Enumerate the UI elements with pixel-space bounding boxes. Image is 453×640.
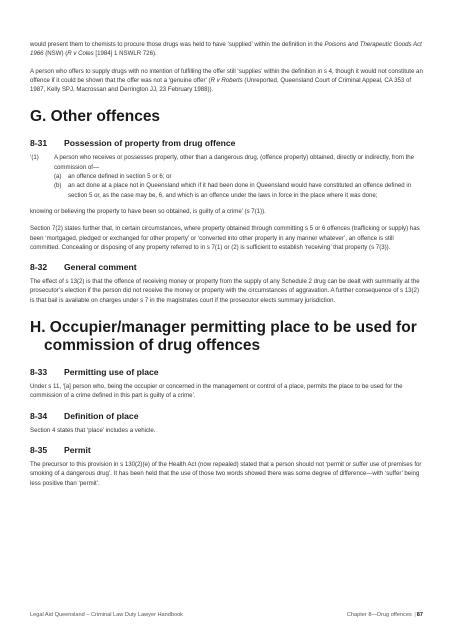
heading-line-1: H. Occupier/manager permitting place to be used for xyxy=(30,319,417,337)
section-number: 8-31 xyxy=(30,138,48,149)
text-run: A person who offers to supply drugs with no intention of fulfilling the offer still ‘supplies’ within the definition in s 4, though it would not constitute an offence if it could be shown that the offer was not a ‘genuine offer’ ( xyxy=(30,67,423,84)
footer-chapter xyxy=(347,612,423,618)
intro-paragraph-2 xyxy=(30,67,423,95)
section-title: General comment xyxy=(64,262,137,273)
text-run: (Unreported, Queensland Court of Criminal Appeal, CA 353 of 1987, Kelly SPJ, Macrossan and Derrington JJ, 23 February 1988)). xyxy=(30,76,412,94)
heading-8-34 xyxy=(30,411,423,421)
quote-conclusion: knowing or believing the property to have been so obtained, is guilty of a crime’ (s 7(1)). xyxy=(30,207,266,215)
general-comment-paragraph: The effect of s 13(2) is that the offence of receiving money or property from the supply of any Schedule 2 drug can be dealt with summarily at the prosecutor’s election if the person did not receive the money or property with the circumstances of aggravation. A further consequence of s 13(2) is that bail is available on charges under s 7 in the magistrates court if the prosecutor elects summary jurisdiction. xyxy=(30,278,420,304)
text-run: (NSW) ( xyxy=(43,50,68,58)
text-run: [1984] 1 NSWLR 726). xyxy=(93,50,157,58)
footer-chapter-title: Chapter 8—Drug offences xyxy=(346,612,412,618)
definition-of-place-paragraph: Section 4 states that ‘place’ includes a vehicle. xyxy=(30,426,156,434)
section-title: Permitting use of place xyxy=(64,367,159,378)
subsection-label: ‘(1) xyxy=(30,154,39,162)
section-7-paragraph: Section 7(2) states further that, in certain circumstances, where property obtained through committing s 5 or 6 offences (trafficking or supply) has been ‘mortgaged, pledged or exchanged for other property’ or ‘converted into other property in any manner whatever’, an offence is still committed. Concealing or disposing of any property referred to in s 7(1) or (2) is sufficient to establish ‘receiving’ that property (s 7(3)). xyxy=(30,225,420,251)
footer-divider: | xyxy=(414,612,416,618)
intro-paragraph-1 xyxy=(30,40,423,59)
section-title: Permit xyxy=(64,444,91,455)
heading-8-35 xyxy=(30,445,423,455)
section-number: 8-34 xyxy=(30,410,48,421)
section-g-heading: G. Other offences xyxy=(30,108,161,126)
footer-publication: Legal Aid Queensland – Criminal Law Duty Lawyer Handbook xyxy=(30,612,183,618)
paragraph-text: an act done at a place not in Queensland which if it had been done in Queensland would have constituted an offence defined in section 5 or, as the case may be, 6, and which is an offence under the laws in force in the place where it was done; xyxy=(68,182,412,199)
heading-line-2: commission of drug offences xyxy=(44,337,261,355)
section-number: 8-33 xyxy=(30,367,48,378)
paragraph-label: (b) xyxy=(54,182,62,190)
heading-8-31 xyxy=(30,138,423,148)
document-page xyxy=(30,40,423,496)
italic-citation: R v Coles xyxy=(67,50,94,58)
italic-citation: Poisons and Therapeutic Goods Act 1966 xyxy=(30,41,422,58)
section-number: 8-35 xyxy=(30,444,48,455)
statute-quote xyxy=(30,153,423,199)
page-number: 87 xyxy=(416,612,423,618)
paragraph-label: (a) xyxy=(54,173,62,181)
section-number: 8-32 xyxy=(30,262,48,273)
subsection-text: A person who receives or possesses property, other than a dangerous drug, (offence property) obtained, directly or indirectly, from the commission of— xyxy=(54,154,415,171)
permit-paragraph: The precursor to this provision in s 130(2)(e) of the Health Act (now repealed) stated that a person should not ‘permit or suffer use of premises for smoking of a dangerous drug’. It has been held that the use of those two words showed there was some degree of difference—with ‘suffer’ being less positive than ‘permit’. xyxy=(30,460,422,487)
paragraph-text: an offence defined in section 5 or 6; or xyxy=(68,173,172,181)
italic-citation: R v Roberts xyxy=(210,76,243,84)
heading-8-32 xyxy=(30,262,423,272)
text-run: would present them to chemists to procure those drugs was held to have ‘supplied’ within the definition in the xyxy=(30,41,325,48)
section-title: Definition of place xyxy=(64,410,139,421)
heading-8-33 xyxy=(30,367,423,377)
permitting-use-paragraph: Under s 11, ‘[a] person who, being the occupier or concerned in the management or control of a place, permits the place to be used for the commission of a crime defined in this part is guilty of a crime’. xyxy=(30,383,403,400)
section-h-heading xyxy=(30,319,423,355)
page-footer xyxy=(30,612,423,618)
section-title: Possession of property from drug offence xyxy=(64,138,236,149)
